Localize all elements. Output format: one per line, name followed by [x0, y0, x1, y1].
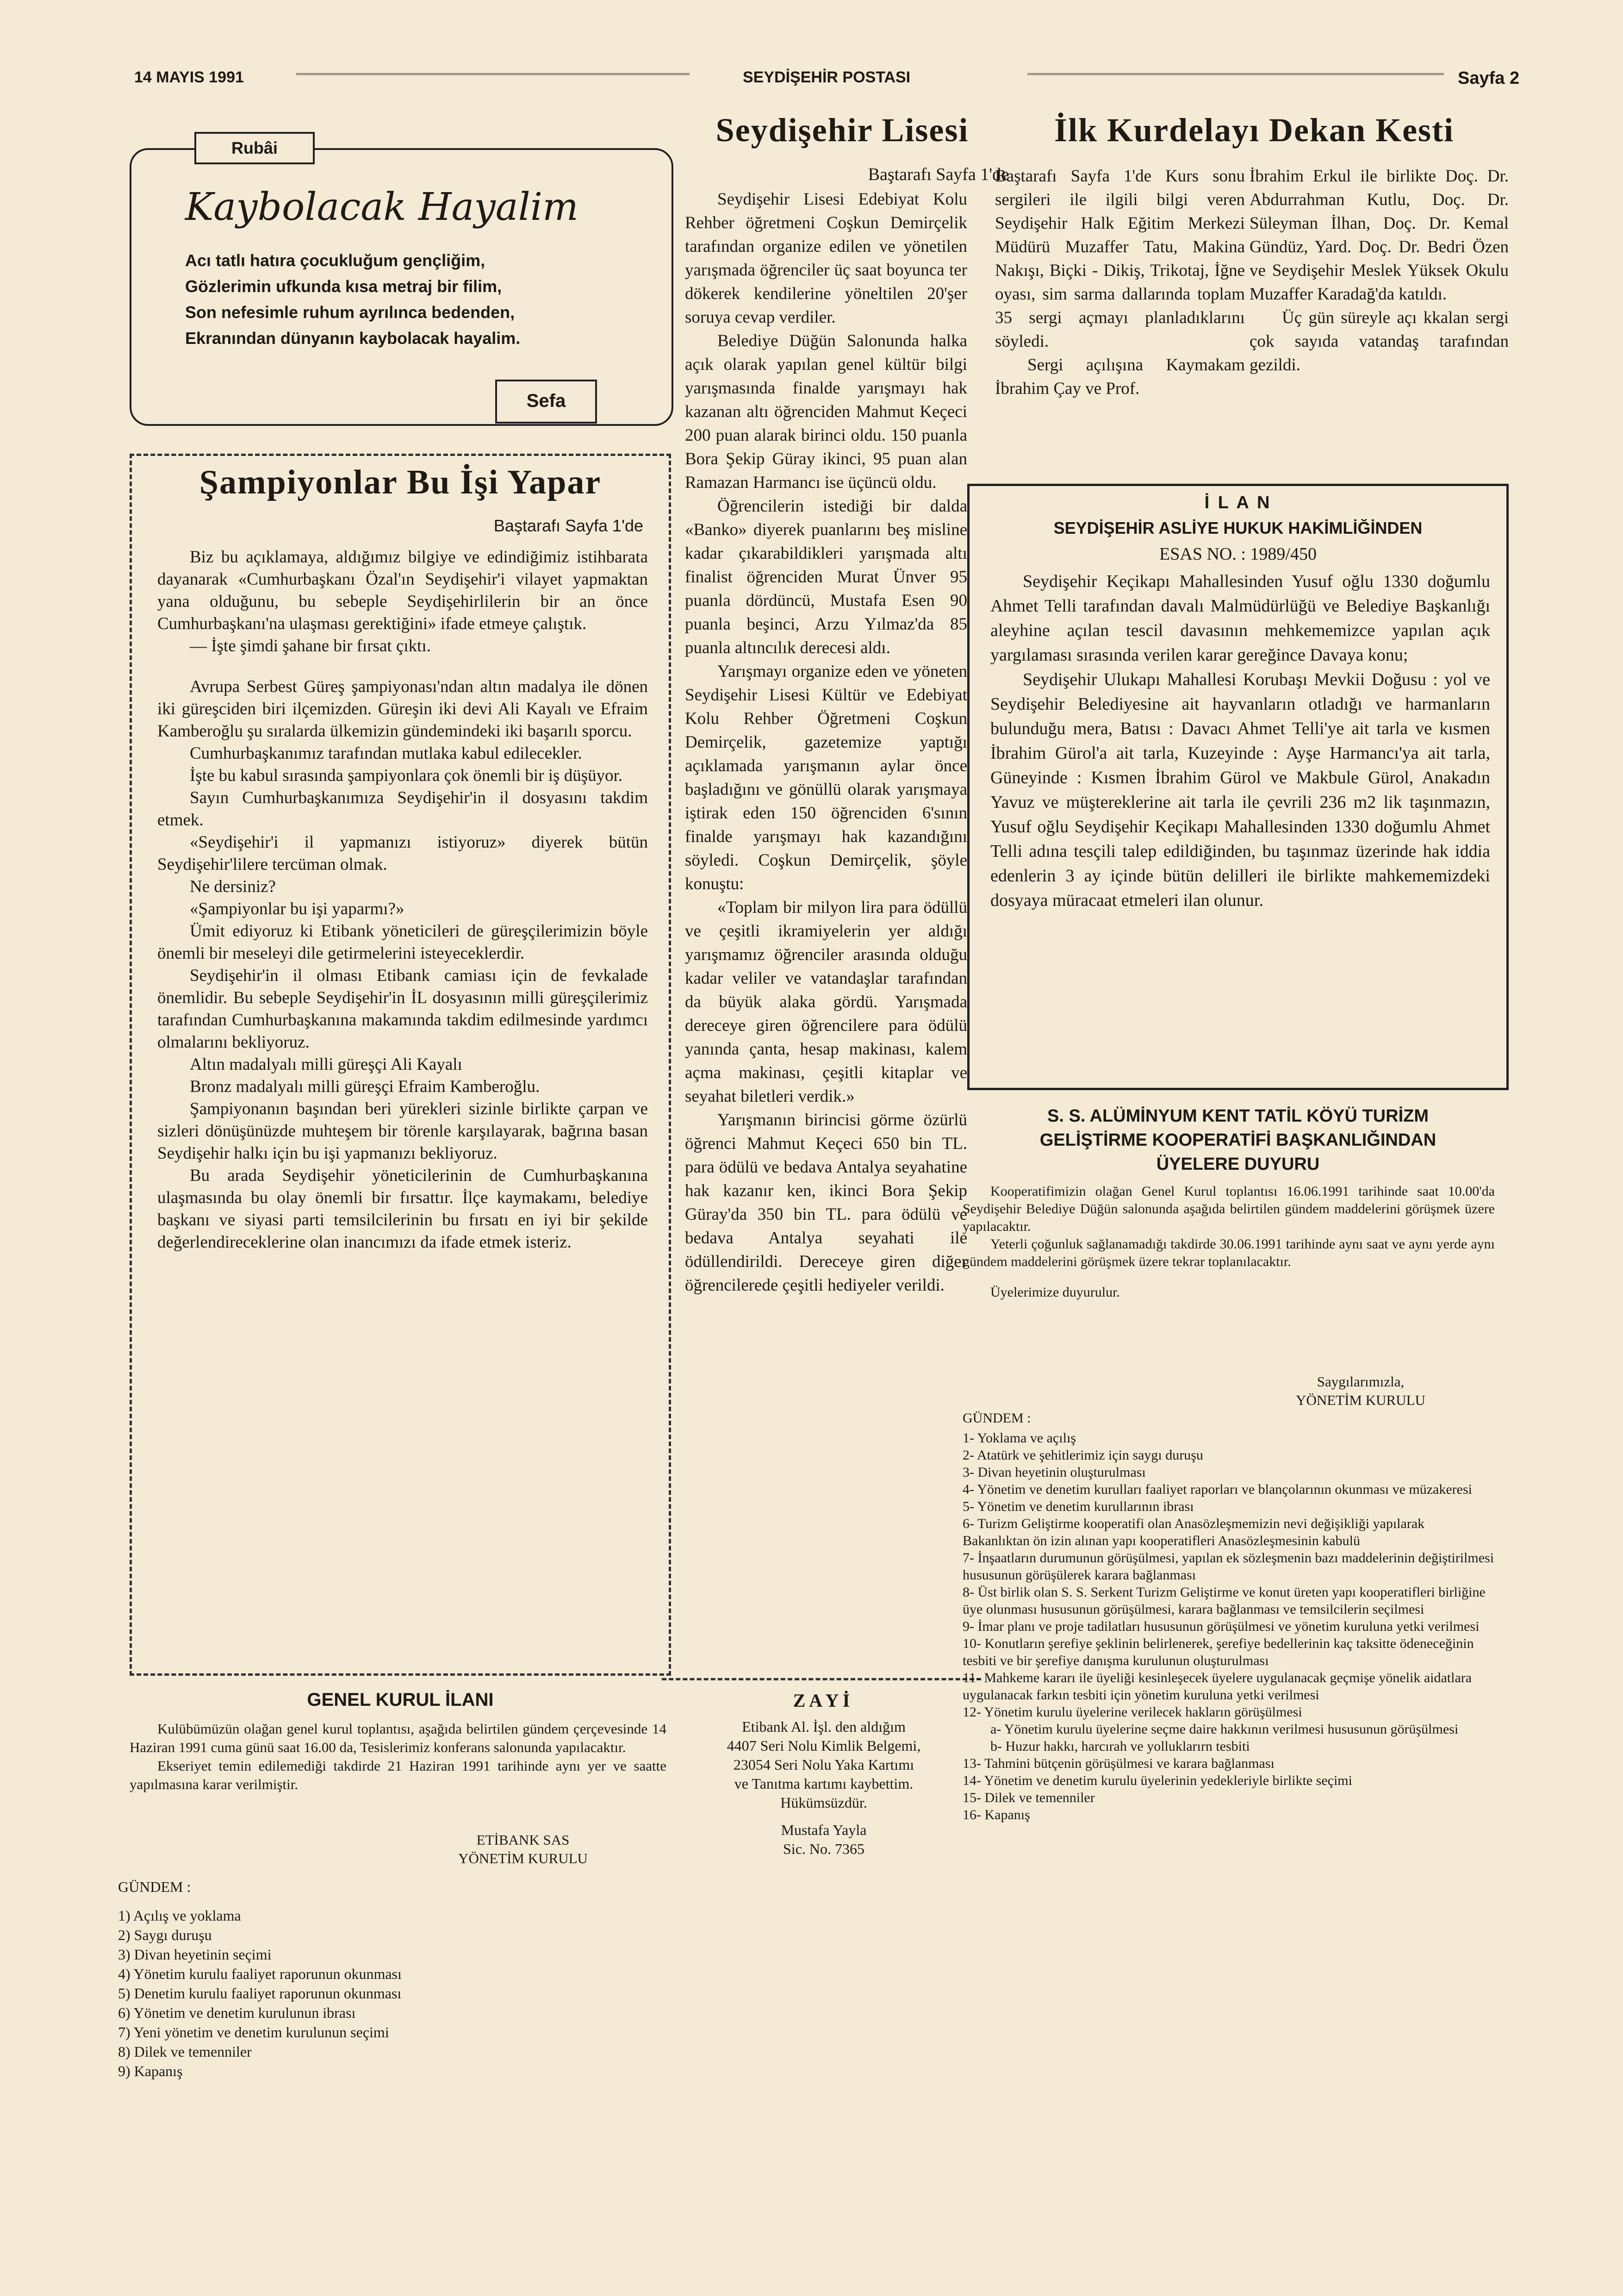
zayi-line: 23054 Seri Nolu Yaka Kartımı	[733, 1756, 914, 1773]
paragraph: Biz bu açıklamaya, aldığımız bilgiye ve edindiğimiz istihbarata dayanarak «Cumhurbaşkanı Özal'ın Seydişehir'i vilayet yapmaktan yana olduğunu, bu sebeple Seydişehirlilerin bir an önce Cumhurbaşkanı'na ulaşması gerektiğini» ifade etmeye çalıştık.	[157, 548, 648, 633]
dekan-col2	[1250, 164, 1509, 470]
paragraph: Seydişehir'in il olması Etibank camiası için de fevkalade önemlidir. Bu sebeple Seydişehir'in İL dosyasının milli güreşçilerimiz tarafından Cumhurbaşkanına makamında takdim edilmesinde yardımcı olmalarını bekliyoruz.	[157, 966, 648, 1052]
paragraph: Yarışmayı organize eden ve yöneten Seydişehir Lisesi Kültür ve Edebiyat Kolu Rehber Öğretmeni Coşkun Demirçelik, gazetemize yaptığı açıklamada yarışmanın aylar önce başladığını ve gönüllü olarak yarışmaya iştirak eden 150 öğrenciden 6'sının finalde yarışmayı hak kazandığını söyledi. Coşkun Demirçelik, şöyle konuştu:	[685, 662, 967, 893]
poem-line: Ekranından dünyanın kaybolacak hayalim.	[185, 329, 521, 348]
paragraph: Seydişehir Ulukapı Mahallesi Korubaşı Mevkii Doğusu : yol ve Seydişehir Belediyesine ait hayvanların otladığı ve harmanların bulunduğu mera, Batısı : Davacı Ahmet Telli'ye ait tarla ve kısmen İbrahim Gürol'a ait tarla, Kuzeyinde : Ayşe Harmancı'ya ait tarla, Güneyinde : Kısmen İbrahim Gürol ve Makbule Gürol, Anakadın Yavuz ve müştereklerine ait tarla ile çevrili 236 m2 lik taşınmazın, Yusuf oğlu Seydişehir Keçikapı Mahallesinden 1330 doğumlu Ahmet Telli adına tesçili talep edildiğinden, bu taşınmaz üzerinde hak iddia edenlerin 3 ay içinde bütün delilleri ile birlikte mahkememizdeki dosyaya müracaat etmeleri ilan olunur.	[990, 670, 1490, 910]
agenda-item: 4- Yönetim ve denetim kurulları faaliyet raporları ve blançolarının okunması ve müzakeresi	[963, 1482, 1472, 1497]
agenda-item: 14- Yönetim ve denetim kurulu üyelerinin yedekleriyle birlikte seçimi	[963, 1773, 1352, 1788]
genel-kurul-agenda	[118, 1877, 627, 2081]
zayi-body	[676, 1717, 972, 1859]
zayi-title: Z A Y İ	[793, 1690, 850, 1711]
agenda-item: 6- Turizm Geliştirme kooperatifi olan Anasözleşmemizin nevi değişikliği yapılarak Bakanlıktan ön izin alınan yapı kooperatifleri Anasözleşmesinin kabulü	[963, 1516, 1425, 1548]
signature-line: Saygılarımızla,	[1317, 1373, 1405, 1390]
lise-title: Seydişehir Lisesi	[715, 112, 969, 149]
rubai-title: Kaybolacak Hayalim	[185, 185, 578, 229]
agenda-item: 3) Divan heyetinin seçimi	[118, 1946, 272, 1963]
dekan-title: İlk Kurdelayı Dekan Kesti	[1054, 112, 1455, 149]
paragraph: «Toplam bir milyon lira para ödüllü ve çeşitli ikramiyelerin yer aldığı yarışmamız öğrenciler arasında olduğu kadar veliler ve vatandaşlar tarafından da büyük alaka gördü. Yarışmada dereceye giren öğrencilere para ödülü yanında çanta, hesap makinası, kalem açma makinası, çeşitli kitaplar ve seyahat biletleri verdik.»	[685, 898, 967, 1106]
dekan-col1	[995, 164, 1245, 470]
paragraph: Ekseriyet temin edilemediği takdirde 21 Haziran 1991 tarihinde aynı yer ve saatte yapılmasına karar verilmiştir.	[130, 1758, 666, 1792]
agenda-item: 8) Dilek ve temenniler	[118, 2043, 252, 2060]
paragraph: — İşte şimdi şahane bir fırsat çıktı.	[190, 636, 431, 655]
kooperatif-title	[967, 1104, 1509, 1176]
lise-cont: Baştarafı Sayfa 1'de	[868, 165, 1009, 184]
paragraph: Cumhurbaşkanımız tarafından mutlaka kabul edilecekler.	[190, 744, 582, 763]
agenda-item: 13- Tahmini bütçenin görüşülmesi ve karara bağlanması	[963, 1756, 1275, 1771]
agenda-item: 9) Kapanış	[118, 2063, 183, 2079]
lise-body	[685, 187, 967, 1662]
paragraph: Bu arada Seydişehir yöneticilerinin de Cumhurbaşkanına ulaşmasında bu olay önemli bir fırsattır. İlçe kaymakamı, belediye başkanı ve siyasi parti temsilcilerinin bu fırsatı en iyi bir şekilde değerlendireceklerine olan inancımızı da ifade etmek isteriz.	[157, 1166, 648, 1252]
signature-line: YÖNETİM KURULU	[1296, 1392, 1425, 1408]
title-line: S. S. ALÜMİNYUM KENT TATİL KÖYÜ TURİZM	[1047, 1106, 1429, 1126]
page-number: Sayfa 2	[1458, 69, 1520, 88]
kooperatif-body	[963, 1183, 1495, 1301]
ilan-body	[990, 569, 1490, 1079]
agenda-item: 1- Yoklama ve açılış	[963, 1430, 1076, 1446]
agenda-item: 11- Mahkeme kararı ile üyeliği kesinleşecek üyelere uygulanacak geçmişe yönelik aidatlara uygulanacak farkın tesbiti için yönetim kuruluna yetki verilmesi	[963, 1670, 1472, 1703]
sampiyon-cont: Baştarafı Sayfa 1'de	[493, 516, 643, 535]
agenda-item: 7) Yeni yönetim ve denetim kurulunun seçimi	[118, 2024, 389, 2040]
zayi-line: Hükümsüzdür.	[780, 1794, 867, 1811]
poem-line: Acı tatlı hatıra çocukluğum gençliğim,	[185, 251, 485, 270]
paragraph: Üç gün süreyle açı kkalan sergi çok sayıda vatandaş tarafından gezildi.	[1250, 308, 1509, 374]
zayi-name: Mustafa Yayla	[781, 1822, 867, 1838]
agenda-heading: GÜNDEM :	[963, 1410, 1031, 1426]
agenda-item: 4) Yönetim kurulu faaliyet raporunun okunması	[118, 1965, 402, 1982]
paragraph: Yarışmanın birincisi görme özürlü öğrenci Mahmut Keçeci 650 bin TL. para ödülü ve bedava Antalya seyahatine hak kazanır ken, ikinci Bora Şekip Güray'da 350 bin TL. para ödülü ve bedava Antalya seyahati ile ödüllendirildi. Dereceye giren diğer öğrencilerede çeşitli hediyeler verildi.	[685, 1111, 967, 1295]
title-line: ÜYELERE DUYURU	[1156, 1154, 1320, 1174]
paragraph: Belediye Düğün Salonunda halka açık olarak yapılan genel kültür bilgi yarışmasında finalde yarışmayı hak kazanan altı öğrenciden Mahmut Keçeci 200 puan alarak birinci oldu. 150 puanla Bora Şekip Güray ikinci, 95 puan alan Ramazan Harmancı ise üçüncü oldu.	[685, 331, 967, 492]
header-rule-right	[1027, 73, 1444, 78]
agenda-item: 12- Yönetim kurulu üyelerine verilecek hakların görüşülmesi	[963, 1704, 1302, 1720]
rubai-poem	[185, 248, 671, 351]
paragraph: Yeterli çoğunluk sağlanamadığı takdirde 30.06.1991 tarihinde aynı saat ve aynı yerde aynı gündem maddelerini görüşmek üzere tekrar toplanılacaktır.	[963, 1236, 1495, 1269]
agenda-subitem: a- Yönetim kurulu üyelerine seçme daire hakkının verilmesi hususunun görüşülmesi	[990, 1722, 1459, 1737]
paragraph: Seydişehir Keçikapı Mahallesinden Yusuf oğlu 1330 doğumlu Ahmet Telli tarafından davalı Malmüdürlüğü ve Belediye Başkanlığı aleyhine açılan tescil davasının mehkememizce yapılan açık yargılaması sırasında verilen karar gereğince Davaya konu;	[990, 572, 1490, 665]
genel-kurul-signature	[407, 1831, 639, 1868]
genel-kurul-title: GENEL KURUL İLANI	[307, 1690, 494, 1710]
agenda-item: 9- İmar planı ve proje tadilatları hususunun görüşülmesi ve yönetim kuruluna yetki verilmesi	[963, 1619, 1480, 1634]
paragraph: Kooperatifimizin olağan Genel Kurul toplantısı 16.06.1991 tarihinde saat 10.00'da Seydişehir Belediye Düğün salonunda aşağıda belirtilen gündem maddelerini görüşmek üzere yapılacaktır.	[963, 1184, 1495, 1234]
paragraph: İbrahim Erkul ile birlikte Doç. Dr. Abdurrahman Kutlu, Doç. Dr. Süleyman İlhan, Doç. Dr. Kemal Gündüz, Yard. Doç. Dr. Bedri Özen ve Seydişehir Meslek Yüksek Okulu Muzaffer Karadağ'da katıldı.	[1250, 167, 1509, 304]
agenda-item: 7- İnşaatların durumunun görüşülmesi, yapılan ek sözleşmenin bazı maddelerinin değiştirilmesi hususunun görüşülerek karara bağlanması	[963, 1550, 1494, 1583]
paragraph: «Şampiyonlar bu işi yaparmı?»	[190, 899, 404, 918]
agenda-subitem: b- Huzur hakkı, harcırah ve yolluklarırn tesbiti	[990, 1739, 1250, 1754]
agenda-item: 2) Saygı duruşu	[118, 1927, 212, 1943]
paragraph: Seydişehir Lisesi Edebiyat Kolu Rehber öğretmeni Coşkun Demirçelik tarafından organize edilen ve yönetilen yarışmada öğrenciler üç saat boyunca ter dökerek kendilerine yöneltilen 20'şer soruya cevap verdiler.	[685, 190, 967, 327]
paragraph: Baştarafı Sayfa 1'de Kurs sonu sergileri ile ilgili bilgi veren Seydişehir Halk Eğitim Merkezi Müdürü Muzaffer Tatu, Makina Nakışı, Biçki - Dikiş, Trikotaj, İğne oyası, sim sarma dallarında toplam 35 sergi açmayı planladıklarını söyledi.	[995, 167, 1245, 351]
ilan-court: SEYDİŞEHİR ASLİYE HUKUK HAKİMLİĞİNDEN	[1053, 518, 1423, 537]
agenda-heading: GÜNDEM :	[118, 1878, 191, 1895]
sampiyon-body	[157, 546, 648, 1666]
ilan-title: İ L A N	[1204, 493, 1272, 512]
ilan-esas: ESAS NO. : 1989/450	[1159, 544, 1317, 564]
title-line: GELİŞTİRME KOOPERATİFİ BAŞKANLIĞINDAN	[1039, 1130, 1436, 1150]
paragraph: Öğrencilerin istediği bir dalda «Banko» diyerek puanlarını beş misline kadar çıkarabildikleri yarışmada altı finalist öğrenciden Murat Ünver 95 puanla dördüncü, Mustafa Esen 90 puanla beşinci, Arzu Yılmaz'da 85 puanla altıncılık derecesi aldı.	[685, 497, 967, 657]
zayi-rule	[662, 1678, 981, 1680]
sampiyon-title: Şampiyonlar Bu İşi Yapar	[199, 463, 602, 501]
paragraph: Sayın Cumhurbaşkanımıza Seydişehir'in il dosyasını takdim etmek.	[157, 788, 648, 830]
kooperatif-signature	[1250, 1373, 1472, 1410]
poem-line: Gözlerimin ufkunda kısa metraj bir filim,	[185, 277, 502, 296]
genel-kurul-body	[130, 1720, 666, 1794]
issue-date: 14 MAYIS 1991	[134, 69, 244, 86]
paragraph: Ne dersiniz?	[190, 877, 276, 896]
agenda-item: 16- Kapanış	[963, 1807, 1030, 1822]
paragraph: Kulübümüzün olağan genel kurul toplantısı, aşağıda belirtilen gündem çerçevesinde 14 Haziran 1991 cuma günü saat 16.00 da, Tesislerimiz konferans salonunda yapılacaktır.	[130, 1721, 666, 1755]
newspaper-name: SEYDİŞEHİR POSTASI	[743, 69, 911, 86]
agenda-item: 2- Atatürk ve şehitlerimiz için saygı duruşu	[963, 1447, 1203, 1463]
zayi-line: Etibank Al. İşl. den aldığım	[742, 1718, 906, 1735]
paragraph: Bronz madalyalı milli güreşçi Efraim Kamberoğlu.	[190, 1077, 540, 1096]
kooperatif-agenda	[963, 1410, 1495, 1823]
rubai-author: Sefa	[495, 380, 597, 424]
zayi-line: ve Tanıtma kartımı kaybettim.	[734, 1775, 914, 1792]
paragraph: Ümit ediyoruz ki Etibank yöneticileri de güreşçilerimizin böyle önemli bir meseleyi dile getirmelerini isteyeceklerdir.	[157, 922, 648, 963]
paragraph: Şampiyonanın başından beri yürekleri sizinle birlikte çarpan ve sizleri dönüşünüzde muhteşem bir törenle karşılayarak, bağrına basan Seydişehir halkı için bu işi yapmanızı bekliyoruz.	[157, 1099, 648, 1163]
zayi-line: 4407 Seri Nolu Kimlik Belgemi,	[727, 1737, 921, 1754]
agenda-item: 1) Açılış ve yoklama	[118, 1907, 241, 1924]
poem-line: Son nefesimle ruhum ayrılınca bedenden,	[185, 303, 515, 322]
paragraph: Sergi açılışına Kaymakam İbrahim Çay ve Prof.	[995, 356, 1245, 398]
agenda-item: 3- Divan heyetinin oluşturulması	[963, 1465, 1146, 1480]
paragraph: Avrupa Serbest Güreş şampiyonası'ndan altın madalya ile dönen iki güreşciden biri ilçemizden. Güreşin iki devi Ali Kayalı ve Efraim Kamberoğlu şu sıralarda ülkemizin gündemindeki iki başarılı sporcu.	[157, 677, 648, 741]
agenda-item: 6) Yönetim ve denetim kurulunun ibrası	[118, 2004, 356, 2021]
agenda-item: 15- Dilek ve temenniler	[963, 1790, 1095, 1805]
signature-line: ETİBANK SAS	[476, 1832, 570, 1848]
paragraph: Üyelerimize duyurulur.	[990, 1285, 1120, 1300]
paragraph: «Seydişehir'i il yapmanızı istiyoruz» diyerek bütün Seydişehir'lilere tercüman olmak.	[157, 833, 648, 874]
header-rule-left	[296, 73, 690, 78]
agenda-item: 8- Üst birlik olan S. S. Serkent Turizm Geliştirme ve konut üreten yapı kooperatifleri birliğine üye olunması hususunun görüşülmesi, karara bağlanması ve temsilcilerin seçilmesi	[963, 1585, 1486, 1617]
signature-line: YÖNETİM KURULU	[458, 1850, 588, 1866]
zayi-registration: Sic. No. 7365	[783, 1841, 864, 1857]
paragraph: Altın madalyalı milli güreşçi Ali Kayalı	[190, 1055, 462, 1074]
rubai-tag: Rubâi	[194, 132, 315, 164]
agenda-item: 5) Denetim kurulu faaliyet raporunun okunması	[118, 1985, 402, 2002]
agenda-item: 5- Yönetim ve denetim kurullarının ibrası	[963, 1499, 1194, 1514]
paragraph: İşte bu kabul sırasında şampiyonlara çok önemli bir iş düşüyor.	[190, 766, 623, 785]
agenda-item: 10- Konutların şerefiye şeklinin belirlenerek, şerefiye bedellerinin kaç taksitte ödeneceğinin tesbiti ve bir şerefiye danışma kurulunun oluşturulması	[963, 1636, 1474, 1668]
